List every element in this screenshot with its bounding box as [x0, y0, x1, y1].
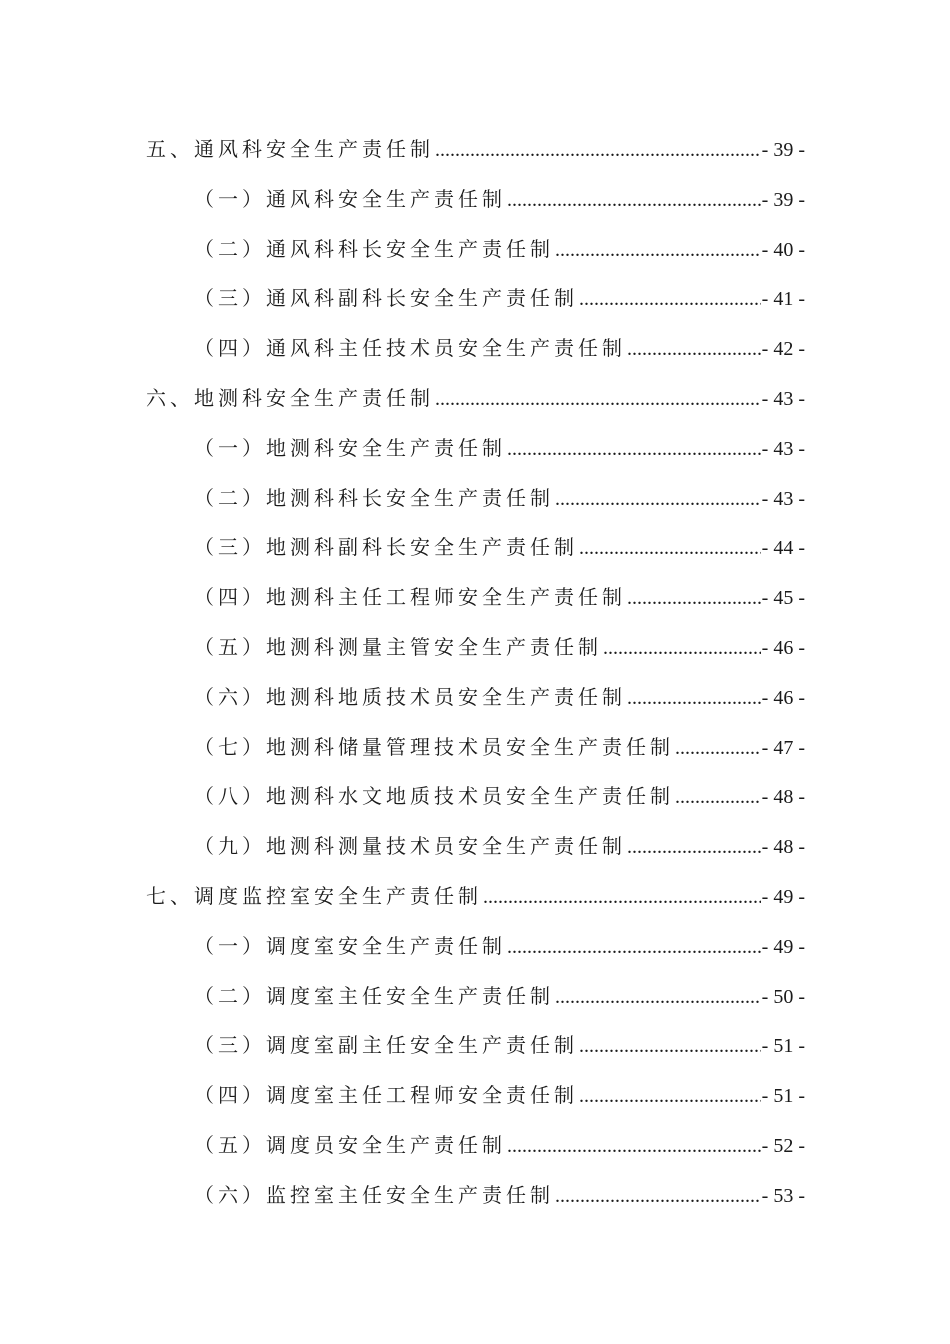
toc-subsection-entry[interactable]: [194, 822, 805, 872]
toc-entry-title: 七、调度监控室安全生产责任制: [146, 883, 482, 908]
toc-page-number: - 46 -: [761, 686, 805, 709]
toc-entry-title: （七）地测科储量管理技术员安全生产责任制: [194, 734, 674, 759]
toc-dot-leader: [579, 524, 761, 574]
toc-dot-leader: [579, 1022, 761, 1072]
toc-dot-leader: [675, 773, 761, 823]
toc-subsection-entry[interactable]: [194, 623, 805, 673]
toc-dot-leader: [627, 823, 761, 873]
toc-dot-leader: [555, 1172, 761, 1222]
toc-entry-title: （四）通风科主任技术员安全生产责任制: [194, 336, 626, 361]
toc-page-number: - 46 -: [761, 636, 805, 659]
toc-dot-leader: [507, 923, 761, 973]
toc-subsection-entry[interactable]: [194, 225, 805, 275]
toc-dot-leader: [555, 226, 761, 276]
toc-section-entry[interactable]: [146, 374, 805, 424]
toc-page-number: - 44 -: [761, 537, 805, 560]
toc-dot-leader: [627, 325, 761, 375]
toc-entry-title: （一）通风科安全生产责任制: [194, 186, 506, 211]
toc-dot-leader: [435, 375, 761, 425]
toc-subsection-entry[interactable]: [194, 1021, 805, 1071]
toc-entry-title: 五、通风科安全生产责任制: [146, 137, 434, 161]
toc-entry-title: （四）地测科主任工程师安全生产责任制: [194, 585, 626, 610]
toc-page-number: - 42 -: [761, 338, 805, 361]
toc-dot-leader: [627, 574, 761, 624]
toc-page-number: - 49 -: [761, 935, 805, 958]
toc-dot-leader: [435, 126, 761, 176]
toc-entry-title: （二）调度室主任安全生产责任制: [194, 983, 554, 1008]
toc-page-number: - 47 -: [761, 736, 805, 759]
toc-section-entry[interactable]: [146, 125, 805, 175]
toc-subsection-entry[interactable]: [194, 1071, 805, 1121]
toc-subsection-entry[interactable]: [194, 523, 805, 573]
toc-page-number: - 53 -: [761, 1184, 805, 1207]
toc-entry-title: （六）监控室主任安全生产责任制: [194, 1182, 554, 1207]
toc-subsection-entry[interactable]: [194, 922, 805, 972]
toc-dot-leader: [555, 475, 761, 525]
toc-dot-leader: [675, 724, 761, 774]
toc-entry-title: （一）地测科安全生产责任制: [194, 435, 506, 460]
toc-subsection-entry[interactable]: [194, 1171, 805, 1221]
toc-entry-title: （八）地测科水文地质技术员安全生产责任制: [194, 784, 674, 809]
toc-page-number: - 48 -: [761, 786, 805, 809]
toc-subsection-entry[interactable]: [194, 1121, 805, 1171]
toc-page-number: - 49 -: [761, 885, 805, 908]
toc-entry-title: （三）调度室副主任安全生产责任制: [194, 1033, 578, 1058]
toc-page-number: - 43 -: [761, 487, 805, 510]
toc-dot-leader: [627, 674, 761, 724]
toc-page-number: - 51 -: [761, 1035, 805, 1058]
toc-dot-leader: [603, 624, 761, 674]
toc-entry-title: （五）地测科测量主管安全生产责任制: [194, 634, 602, 659]
toc-subsection-entry[interactable]: [194, 274, 805, 324]
toc-section-entry[interactable]: [146, 872, 805, 922]
toc-subsection-entry[interactable]: [194, 772, 805, 822]
toc-page-number: - 43 -: [761, 387, 805, 410]
toc-entry-title: （三）地测科副科长安全生产责任制: [194, 535, 578, 560]
toc-subsection-entry[interactable]: [194, 474, 805, 524]
toc-entry-title: （五）调度员安全生产责任制: [194, 1132, 506, 1157]
toc-subsection-entry[interactable]: [194, 324, 805, 374]
toc-subsection-entry[interactable]: [194, 972, 805, 1022]
toc-page-number: - 45 -: [761, 587, 805, 610]
toc-entry-title: （二）地测科科长安全生产责任制: [194, 485, 554, 510]
toc-page-number: - 51 -: [761, 1085, 805, 1108]
toc-dot-leader: [507, 176, 761, 226]
toc-subsection-entry[interactable]: [194, 723, 805, 773]
toc-page-number: - 50 -: [761, 985, 805, 1008]
toc-subsection-entry[interactable]: [194, 673, 805, 723]
toc-page-number: - 40 -: [761, 238, 805, 261]
toc-subsection-entry[interactable]: [194, 573, 805, 623]
toc-dot-leader: [483, 873, 761, 923]
toc-page-number: - 43 -: [761, 437, 805, 460]
toc-dot-leader: [579, 1072, 761, 1122]
toc-dot-leader: [507, 425, 761, 475]
toc-entry-title: （二）通风科科长安全生产责任制: [194, 236, 554, 261]
toc-entry-title: 六、地测科安全生产责任制: [146, 385, 434, 410]
toc-dot-leader: [555, 973, 761, 1023]
toc-page-number: - 39 -: [761, 139, 805, 161]
toc-page-number: - 48 -: [761, 836, 805, 859]
toc-subsection-entry[interactable]: [194, 175, 805, 225]
toc-entry-title: （四）调度室主任工程师安全责任制: [194, 1083, 578, 1108]
toc-entry-title: （一）调度室安全生产责任制: [194, 933, 506, 958]
toc-entry-title: （三）通风科副科长安全生产责任制: [194, 286, 578, 311]
toc-entry-title: （六）地测科地质技术员安全生产责任制: [194, 684, 626, 709]
toc-dot-leader: [579, 275, 761, 325]
toc-dot-leader: [507, 1122, 761, 1172]
toc-page-number: - 41 -: [761, 288, 805, 311]
table-of-contents: [0, 125, 950, 1221]
toc-page-number: - 39 -: [761, 188, 805, 211]
toc-subsection-entry[interactable]: [194, 424, 805, 474]
toc-entry-title: （九）地测科测量技术员安全生产责任制: [194, 834, 626, 859]
toc-page-number: - 52 -: [761, 1134, 805, 1157]
